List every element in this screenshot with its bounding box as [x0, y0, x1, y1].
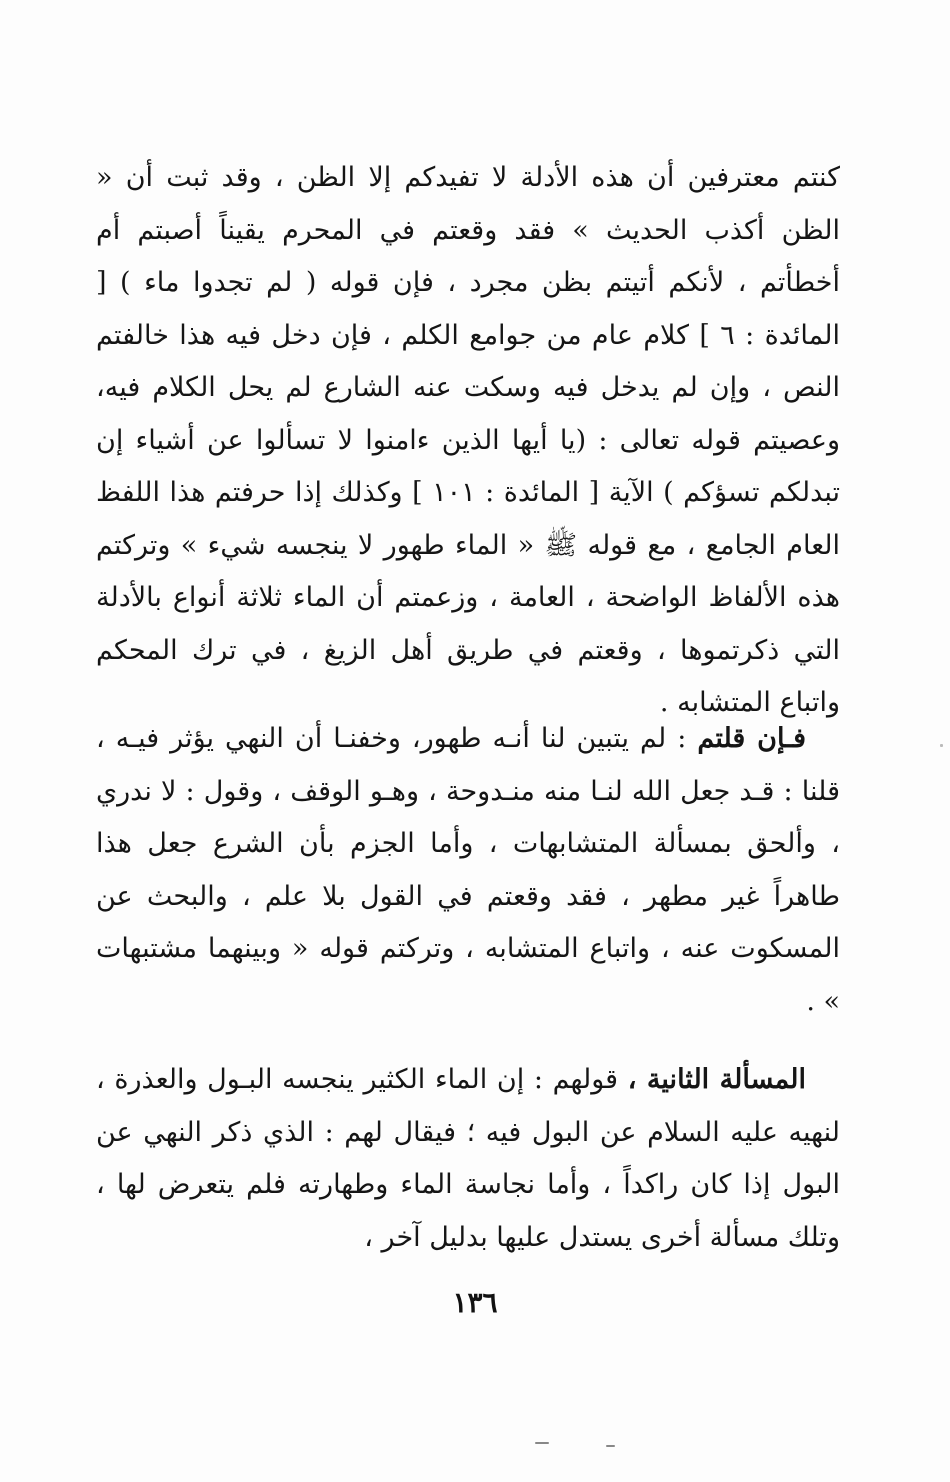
- scan-speck: [606, 1445, 615, 1447]
- paragraph-2: [96, 713, 840, 1028]
- paragraph-2-text: [96, 713, 840, 1028]
- page-number: ١٣٦: [452, 1286, 498, 1319]
- paragraph-3-lead: المسألة الثانية ،: [627, 1064, 806, 1095]
- paragraph-3-body: قولهم : إن الماء الكثير ينجسه البـول والعذرة ، لنهيه عليه السلام عن البول فيه ؛ فيقال لهم : الذي ذكر النهي عن البول إذا كان راكداً ، وأما نجاسة الماء وطهارته فلم يتعرض لها ، وتلك مسألة أخرى يستدل عليها بدليل آخر ،: [96, 1064, 840, 1253]
- paragraph-2-body: : لم يتبين لنا أنـه طهور، وخفنـا أن النهي يؤثر فيـه ، قلنا : قـد جعل الله لنـا منه منـدوحة ، وهـو الوقف ، وقول : لا ندري ، وألحق بمسألة المتشابهات ، وأما الجزم بأن الشرع جعل هذا طاهراً غير مطهر ، فقد وقعتم في القول بلا علم ، والبحث عن المسكوت عنه ، واتباع المتشابه ، وتركتم قوله « وبينهما مشتبهات » .: [96, 723, 840, 1017]
- paragraph-1: [96, 152, 840, 730]
- scan-speck: [940, 744, 943, 747]
- paragraph-2-lead: فـإن قلتم: [697, 723, 806, 754]
- scan-speck: [535, 1442, 549, 1444]
- paragraph-1-text: [96, 152, 840, 730]
- paragraph-1-body: كنتم معترفين أن هذه الأدلة لا تفيدكم إلا الظن ، وقد ثبت أن « الظن أكذب الحديث » فقد وقعتم في المحرم يقيناً أصبتم أم أخطأتم ، لأنكم أتيتم بظن مجرد ، فإن قوله ( لم تجدوا ماء ) [ المائدة : ٦ ] كلام عام من جوامع الكلم ، فإن دخل فيه هذا خالفتم النص ، وإن لم يدخل فيه وسكت عنه الشارع لم يحل الكلام فيه، وعصيتم قوله تعالى : (يا أيها الذين ءامنوا لا تسألوا عن أشياء إن تبدلكم تسؤكم ) الآية [ المائدة : ١٠١ ] وكذلك إذا حرفتم هذا اللفظ العام الجامع ، مع قوله ﷺ « الماء طهور لا ينجسه شيء » وتركتم هذه الألفاظ الواضحة ، العامة ، وزعمتم أن الماء ثلاثة أنواع بالأدلة التي ذكرتموها ، وقعتم في طريق أهل الزيغ ، في ترك المحكم واتباع المتشابه .: [96, 162, 840, 718]
- paragraph-3-text: [96, 1054, 840, 1264]
- paragraph-3: [96, 1054, 840, 1264]
